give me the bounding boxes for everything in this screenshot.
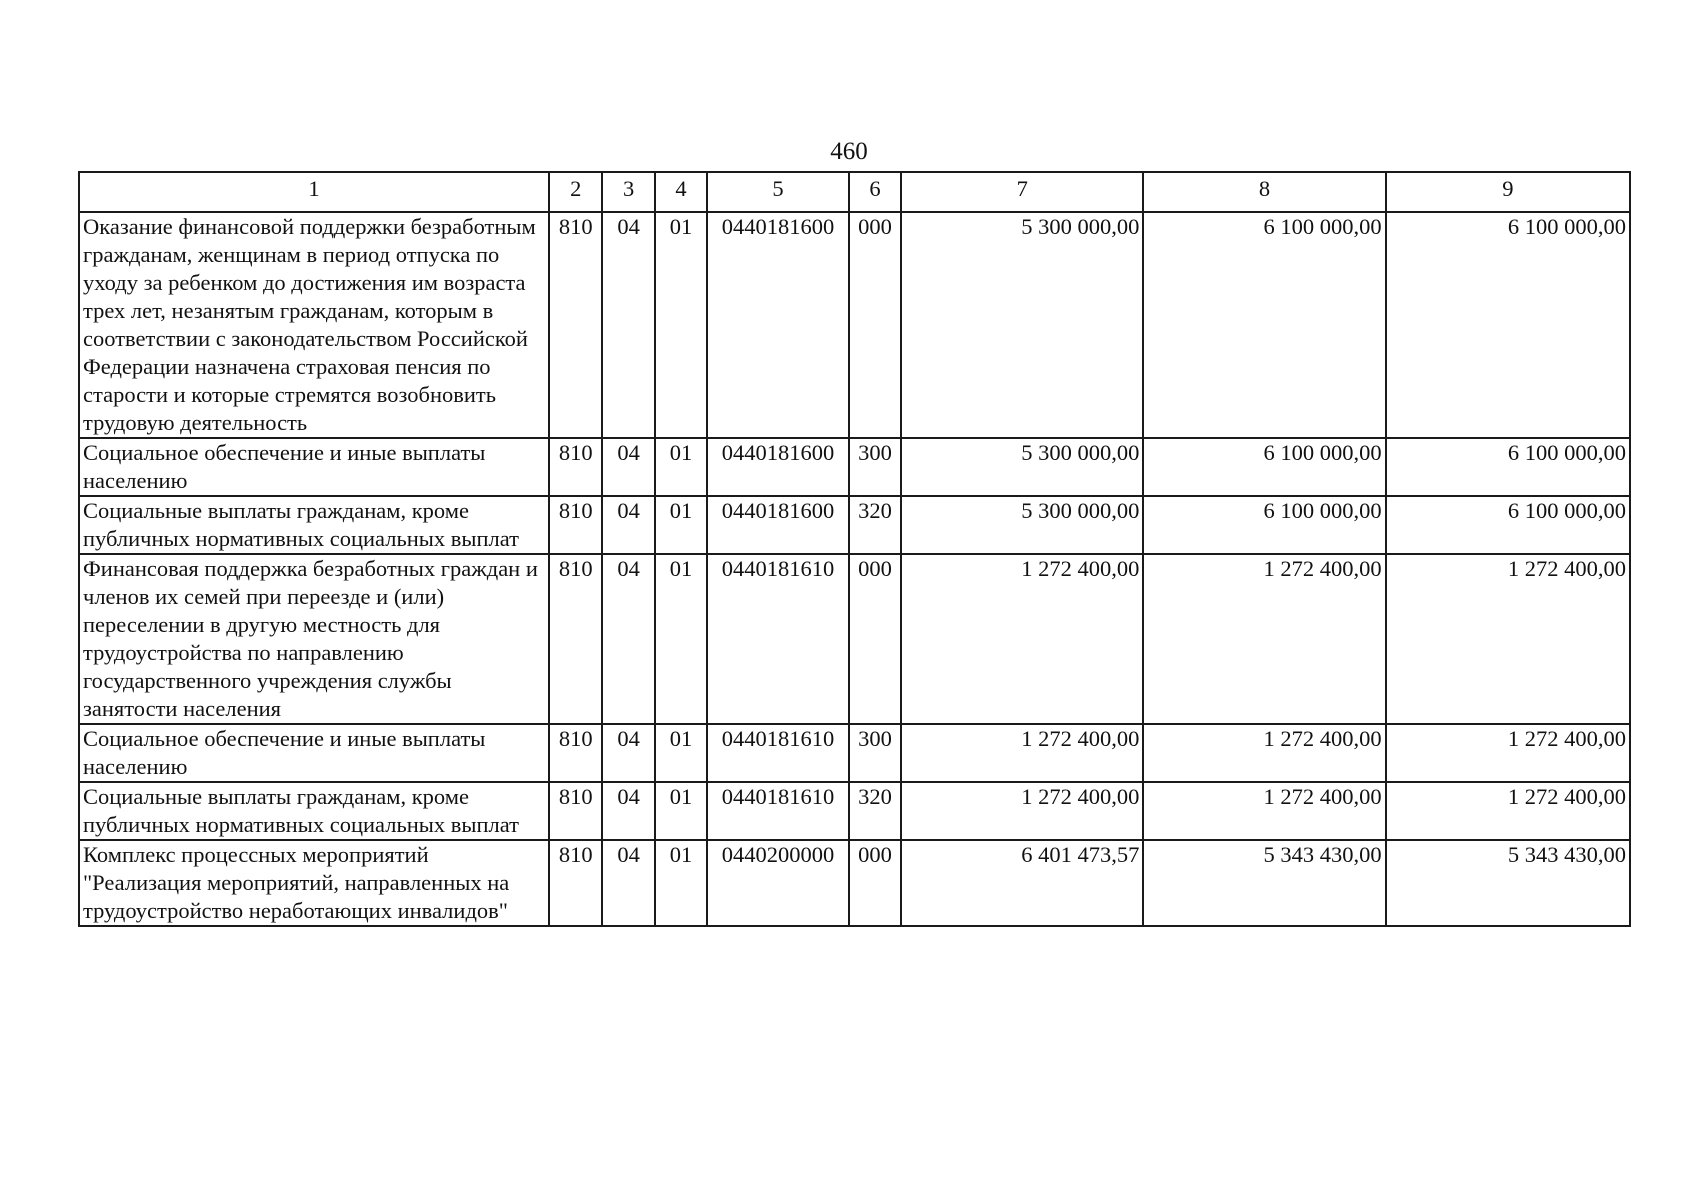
cell-col-3: 04 [602,840,654,926]
column-header-6: 6 [849,172,901,212]
cell-col-6: 320 [849,496,901,554]
cell-col-2: 810 [549,212,602,438]
cell-col-6: 000 [849,212,901,438]
header-row [79,172,1630,212]
cell-col-6: 300 [849,724,901,782]
column-header-3: 3 [602,172,654,212]
cell-col-7: 1 272 400,00 [901,724,1143,782]
cell-col-7: 6 401 473,57 [901,840,1143,926]
cell-col-9: 1 272 400,00 [1386,554,1630,724]
cell-col-7: 5 300 000,00 [901,212,1143,438]
table-row [79,840,1630,926]
cell-col-5: 0440181600 [707,438,849,496]
cell-col-8: 5 343 430,00 [1143,840,1385,926]
cell-col-5: 0440181610 [707,724,849,782]
cell-col-9: 5 343 430,00 [1386,840,1630,926]
cell-col-2: 810 [549,554,602,724]
row-name: Социальные выплаты гражданам, кроме публичных нормативных социальных выплат [79,782,549,840]
column-header-8: 8 [1143,172,1385,212]
page-number: 460 [830,138,868,165]
cell-col-3: 04 [602,496,654,554]
cell-col-7: 1 272 400,00 [901,782,1143,840]
row-name: Социальное обеспечение и иные выплаты населению [79,724,549,782]
cell-col-8: 1 272 400,00 [1143,554,1385,724]
cell-col-4: 01 [655,438,707,496]
column-header-7: 7 [901,172,1143,212]
cell-col-3: 04 [602,212,654,438]
cell-col-2: 810 [549,496,602,554]
cell-col-3: 04 [602,724,654,782]
cell-col-4: 01 [655,724,707,782]
cell-col-9: 1 272 400,00 [1386,724,1630,782]
cell-col-4: 01 [655,212,707,438]
cell-col-9: 6 100 000,00 [1386,212,1630,438]
cell-col-4: 01 [655,554,707,724]
cell-col-2: 810 [549,840,602,926]
cell-col-7: 5 300 000,00 [901,496,1143,554]
budget-table [78,171,1631,927]
cell-col-8: 6 100 000,00 [1143,496,1385,554]
cell-col-7: 5 300 000,00 [901,438,1143,496]
row-name: Социальное обеспечение и иные выплаты населению [79,438,549,496]
cell-col-8: 1 272 400,00 [1143,782,1385,840]
table-row [79,554,1630,724]
cell-col-9: 6 100 000,00 [1386,438,1630,496]
cell-col-8: 6 100 000,00 [1143,438,1385,496]
cell-col-8: 1 272 400,00 [1143,724,1385,782]
cell-col-4: 01 [655,782,707,840]
cell-col-5: 0440181610 [707,554,849,724]
cell-col-6: 320 [849,782,901,840]
cell-col-2: 810 [549,438,602,496]
cell-col-3: 04 [602,554,654,724]
row-name: Оказание финансовой поддержки безработным гражданам, женщинам в период отпуска по уходу за ребенком до достижения им возраста трех лет, незанятым гражданам, которым в соответствии с законодательством Российской Федерации назначена страховая пенсия по старости и которые стремятся возобновить трудовую деятельность [79,212,549,438]
cell-col-5: 0440181610 [707,782,849,840]
row-name: Социальные выплаты гражданам, кроме публичных нормативных социальных выплат [79,496,549,554]
cell-col-6: 300 [849,438,901,496]
cell-col-2: 810 [549,782,602,840]
row-name: Комплекс процессных мероприятий "Реализация мероприятий, направленных на трудоустройство неработающих инвалидов" [79,840,549,926]
table-row [79,496,1630,554]
cell-col-6: 000 [849,840,901,926]
table-row [79,212,1630,438]
row-name: Финансовая поддержка безработных граждан и членов их семей при переезде и (или) переселении в другую местность для трудоустройства по направлению государственного учреждения службы занятости населения [79,554,549,724]
cell-col-5: 0440181600 [707,212,849,438]
column-header-2: 2 [549,172,602,212]
cell-col-2: 810 [549,724,602,782]
cell-col-9: 1 272 400,00 [1386,782,1630,840]
cell-col-4: 01 [655,840,707,926]
cell-col-3: 04 [602,438,654,496]
table-row [79,782,1630,840]
column-header-9: 9 [1386,172,1630,212]
cell-col-4: 01 [655,496,707,554]
cell-col-6: 000 [849,554,901,724]
cell-col-3: 04 [602,782,654,840]
column-header-4: 4 [655,172,707,212]
table-row [79,438,1630,496]
cell-col-5: 0440181600 [707,496,849,554]
cell-col-5: 0440200000 [707,840,849,926]
column-header-5: 5 [707,172,849,212]
cell-col-8: 6 100 000,00 [1143,212,1385,438]
column-header-1: 1 [79,172,549,212]
cell-col-7: 1 272 400,00 [901,554,1143,724]
cell-col-9: 6 100 000,00 [1386,496,1630,554]
table-row [79,724,1630,782]
